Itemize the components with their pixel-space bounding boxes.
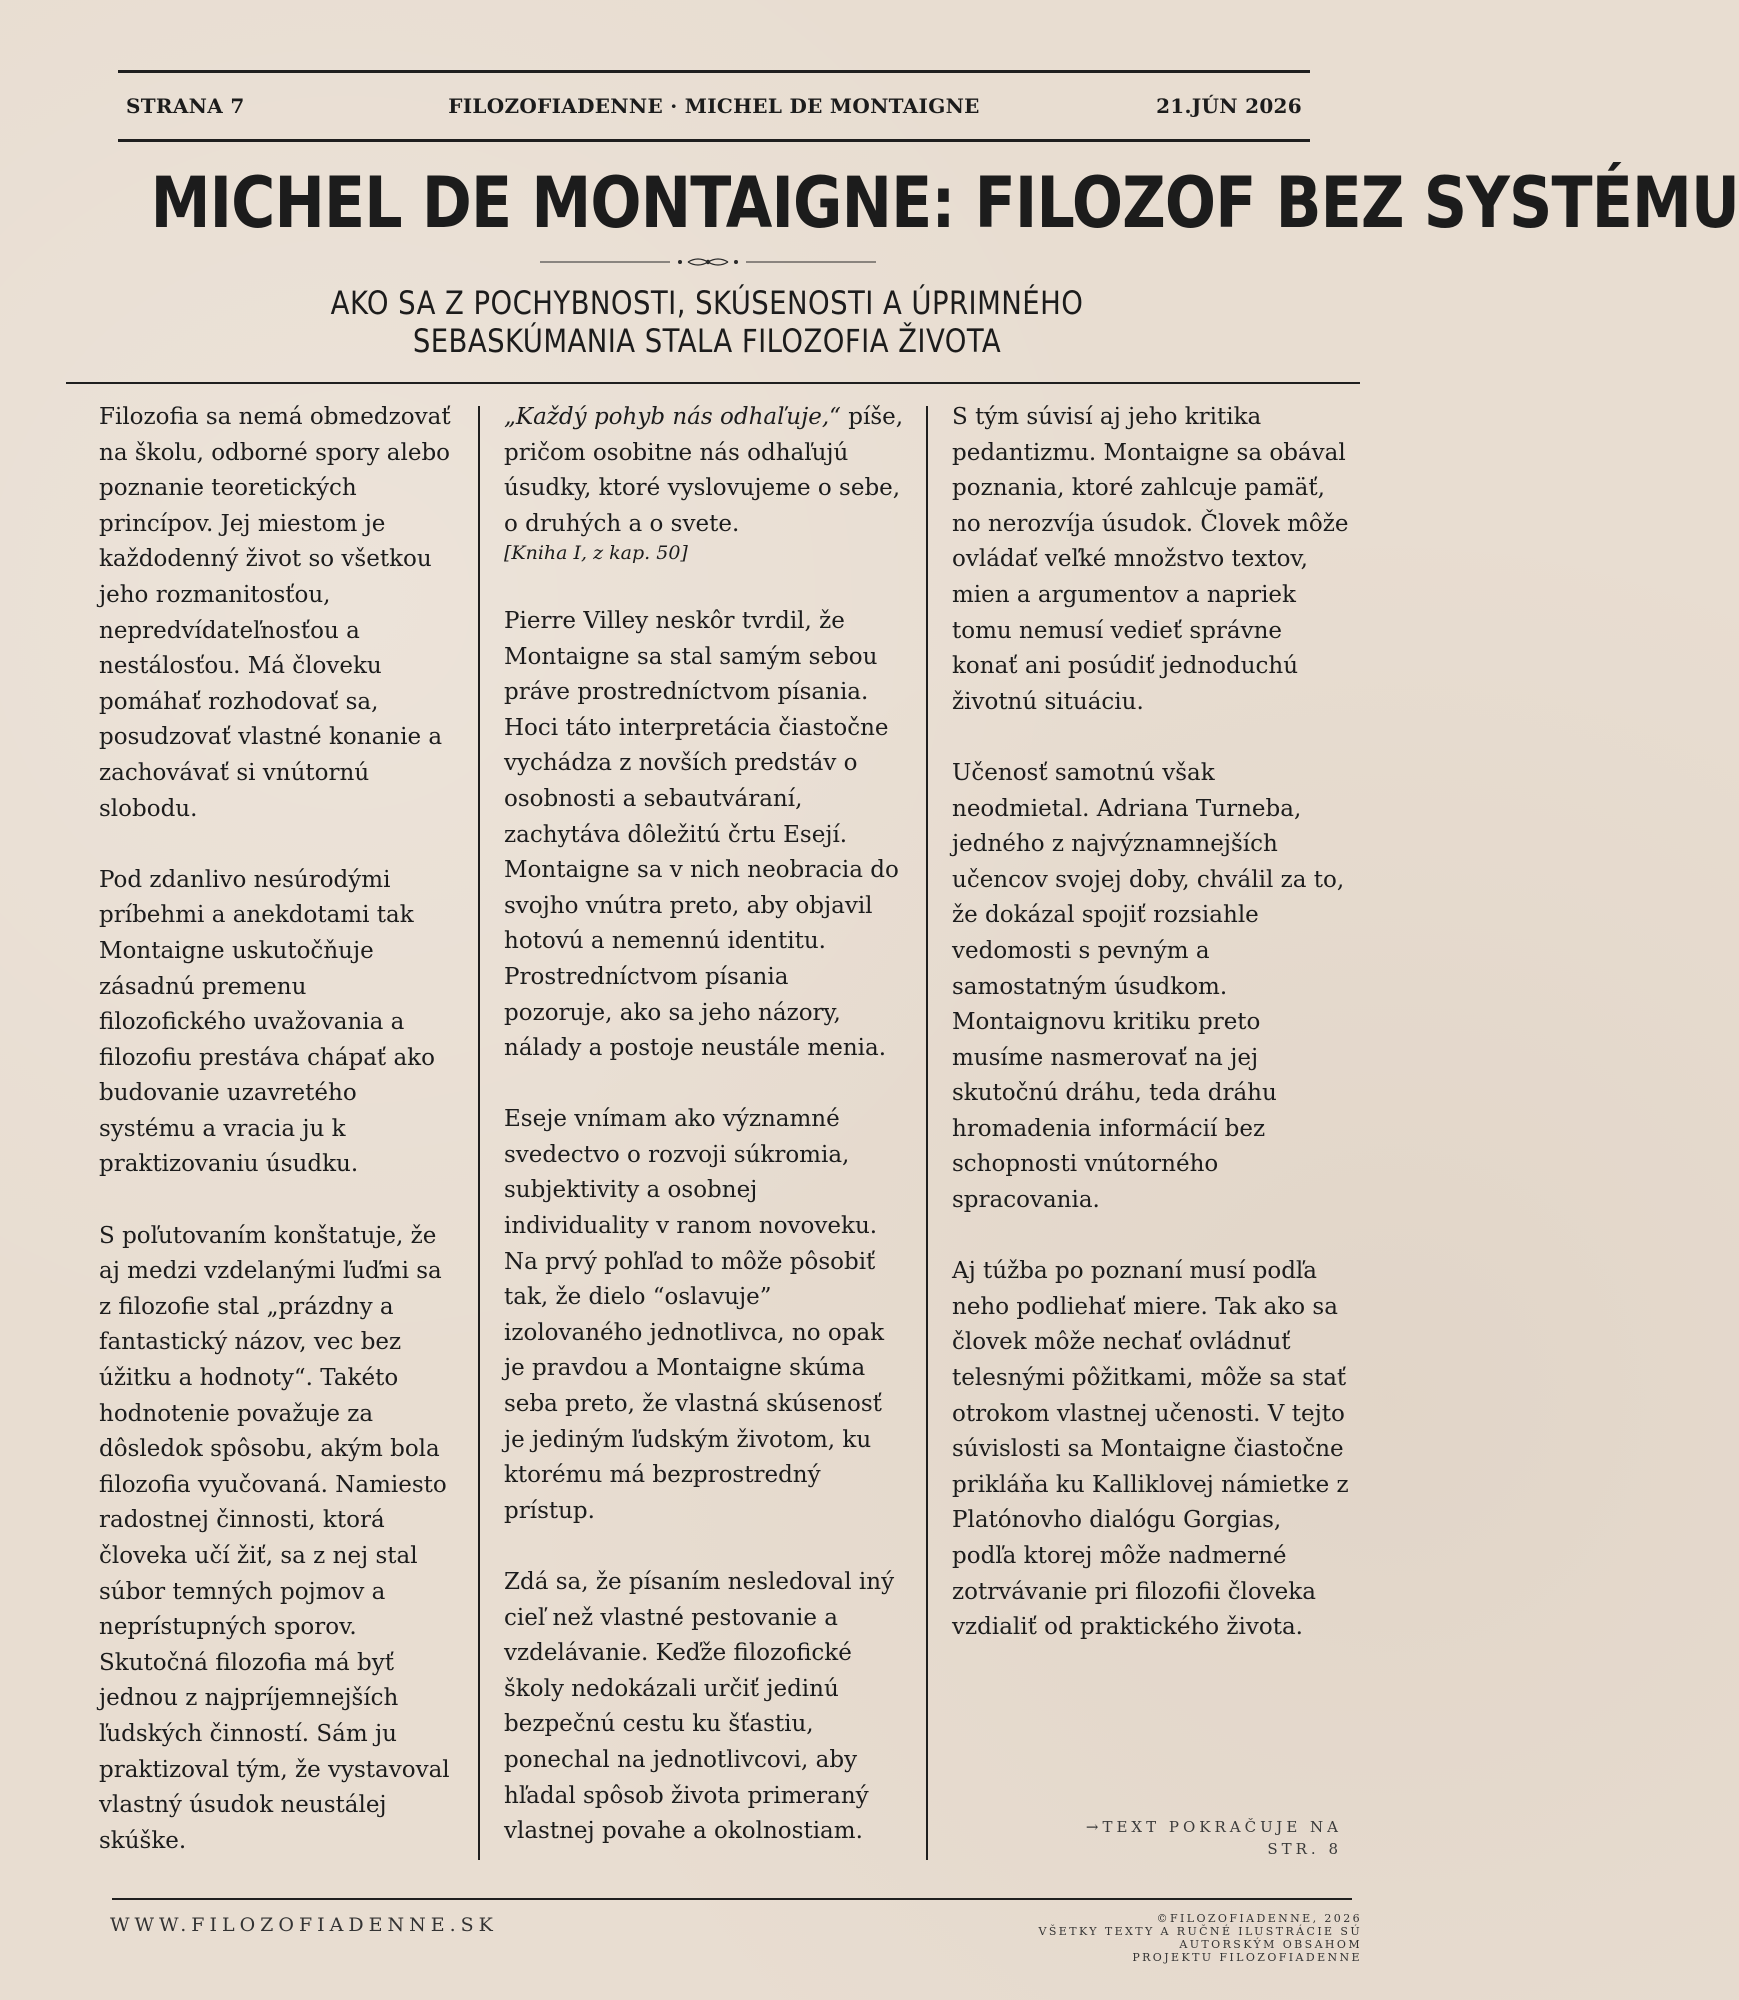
column-divider-2 [926,406,928,1860]
paragraph: Eseje vnímam ako významné svedectvo o rozvoji súkromia, subjektivity a osobnej individuality v ranom novoveku. Na prvý pohľad to môže pôsobiť tak, že dielo “oslavuje” izolovaného jednotlivca, no opak je pravdou a Montaigne skúma seba preto, že vlastná skúsenosť je jediným ľudským životom, ku ktorému má bezprostredný prístup. [504,1106,885,1524]
paragraph: S poľutovaním konštatuje, že aj medzi vzdelanými ľuďmi sa z filozofie stal „prázdny a fantastický názov, vec bez úžitku a hodnoty“. Takéto hodnotenie považuje za dôsledok spôsobu, akým bola filozofia vyučovaná. Namiesto radostnej činnosti, ktorá človeka učí žiť, sa z nej stal súbor temných pojmov a neprístupných sporov. Skutočná filozofia má byť jednou z najpríjemnejších ľudských činností. Sám ju praktizoval tým, že vystavoval vlastný úsudok neustálej skúške. [99,1222,450,1854]
copyright-notice [962,1912,1362,1964]
paragraph: Aj túžba po poznaní musí podľa neho podliehať miere. Tak ako sa človek môže nechať ovládnuť telesnými pôžitkami, môže sa stať otrokom vlastnej učenosti. V tejto súvislosti sa Montaigne čiastočne prikláňa ku Kalliklovej námietke z Platónovho dialógu Gorgias, podľa ktorej môže nadmerné zotrvávanie pri filozofii človeka vzdialiť od praktického života. [952,1258,1349,1641]
quote-continuation: píše, pričom osobitne nás odhaľujú úsudky, ktoré vyslovujeme o sebe, o druhých a o svete. [504,404,904,537]
copyright-line: AUTORSKÝM OBSAHOM [1179,1938,1362,1951]
ornament-divider [540,256,876,268]
masthead [118,72,1310,140]
quote-paragraph [504,400,904,568]
article-column-1 [99,400,459,1895]
continuation-note [1022,1816,1342,1860]
column-divider-1 [478,406,480,1860]
paragraph: Pierre Villey neskôr tvrdil, že Montaigne sa stal samým sebou práve prostredníctvom písania. Hoci táto interpretácia čiastočne vychádza z novších predstáv o osobnosti a sebautváraní, zachytáva dôležitú črtu Esejí. Montaigne sa v nich neobracia do svojho vnútra preto, aby objavil hotovú a nemennú identitu. Prostredníctvom písania pozoruje, ako sa jeho názory, nálady a postoje neustále menia. [504,607,899,1062]
paragraph: Zdá sa, že písaním nesledoval iný cieľ než vlastné pestovanie a vzdelávanie. Keďže filozofické školy nedokázali určiť jedinú bezpečnú cestu ku šťastiu, ponechal na jednotlivcovi, aby hľadal spôsob života primeraný vlastnej povahe a okolnostiam. [504,1569,895,1845]
article-column-2 [504,400,904,1885]
headline: MICHEL DE MONTAIGNE: FILOZOF BEZ SYSTÉMU [150,162,1739,244]
paragraph: Filozofia sa nemá obmedzovať na školu, odborné spory alebo poznanie teoretických princípov. Jej miestom je každodenný život so všetkou jeho rozmanitosťou, nepredvídateľnosťou a nestálosťou. Má človeku pomáhať rozhodovať sa, posudzovať vlastné konanie a zachovávať si vnútornú slobodu. [99,404,451,822]
publication-section: FILOZOFIADENNE · MICHEL DE MONTAIGNE [448,94,980,118]
copyright-line: ©FILOZOFIADENNE, 2026 [1156,1912,1362,1925]
continuation-line-2: STR. 8 [1267,1840,1342,1858]
copyright-line: PROJEKTU FILOZOFIADENNE [1132,1951,1362,1964]
paragraph: Pod zdanlivo nesúrodými príbehmi a anekdotami tak Montaigne uskutočňuje zásadnú premenu filozofického uvažovania a filozofiu prestáva chápať ako budovanie uzavretého systému a vracia ju k praktizovaniu úsudku. [99,866,435,1178]
paragraph: Učenosť samotnú však neodmietal. Adriana Turneba, jedného z najvýznamnejších učencov svojej doby, chválil za to, že dokázal spojiť rozsiahle vedomosti s pevným a samostatným úsudkom. Montaignovu kritiku preto musíme nasmerovať na jej skutočnú dráhu, teda dráhu hromadenia informácií bez schopnosti vnútorného spracovania. [952,759,1345,1214]
subheadline: AKO SA Z POCHYBNOSTI, SKÚSENOSTI A ÚPRIMNÉHO SEBASKÚMANIA STALA FILOZOFIA ŽIVOTA [330,284,1084,360]
quote-citation: [Kniha I, z kap. 50] [504,542,688,565]
header-separator-rule [66,382,1360,384]
page-number: STRANA 7 [126,94,245,118]
website-link[interactable]: WWW.FILOZOFIADENNE.SK [110,1914,498,1936]
copyright-line: VŠETKY TEXTY A RUČNÉ ILUSTRÁCIE SÚ [1038,1925,1362,1938]
paragraph: S tým súvisí aj jeho kritika pedantizmu. Montaigne sa obával poznania, ktoré zahlcuje pamäť, no nerozvíja úsudok. Človek môže ovládať veľké množstvo textov, mien a argumentov a napriek tomu nemusí vedieť správne konať ani posúdiť jednoduchú životnú situáciu. [952,404,1349,715]
footer-rule [112,1898,1352,1900]
continuation-line-1: →TEXT POKRAČUJE NA [1085,1818,1342,1836]
pull-quote: „Každý pohyb nás odhaľuje,“ [504,404,841,430]
article-column-3 [952,400,1352,1681]
issue-date: 21.JÚN 2026 [1156,94,1302,118]
